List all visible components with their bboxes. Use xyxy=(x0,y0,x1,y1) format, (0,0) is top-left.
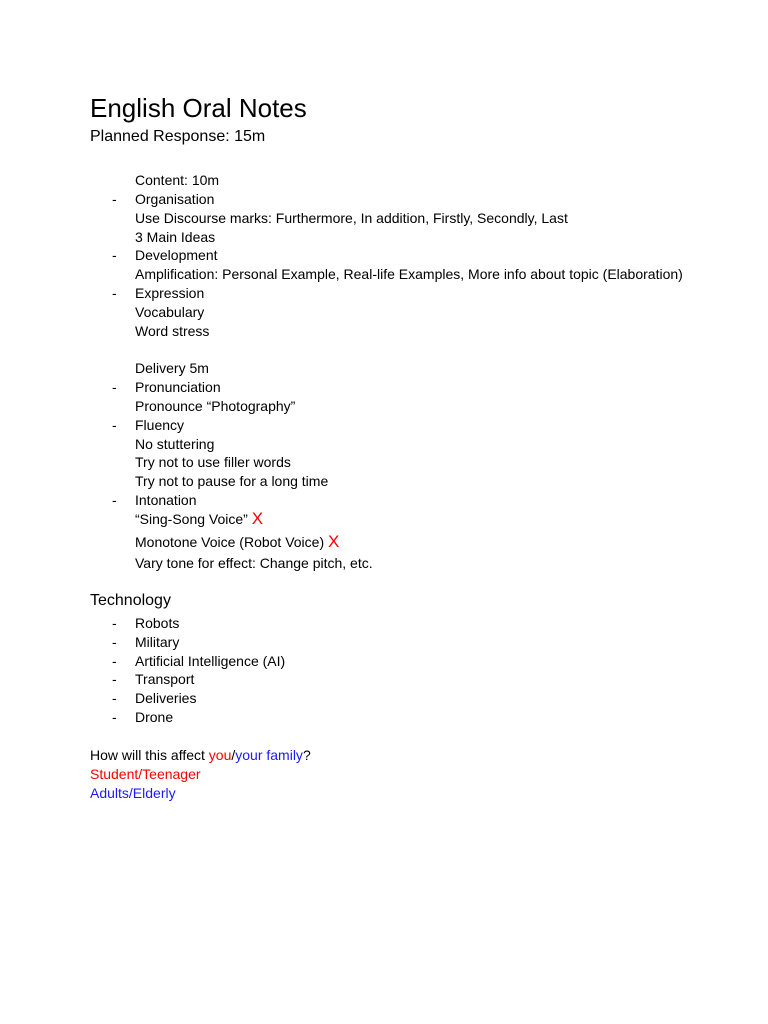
amplification-note: Amplification: Personal Example, Real-life Examples, More info about topic (Elaboration) xyxy=(135,266,683,282)
cross-mark-icon: X xyxy=(251,509,264,528)
word-stress-note: Word stress xyxy=(135,323,210,339)
bullet-dash: - xyxy=(112,417,117,433)
page-title: English Oral Notes xyxy=(90,93,307,123)
sing-song-note xyxy=(135,510,263,528)
content-heading: Content: 10m xyxy=(135,172,220,188)
question-family: your family xyxy=(235,747,303,763)
pause-note: Try not to pause for a long time xyxy=(135,473,329,489)
sing-song-text: “Sing-Song Voice” xyxy=(135,511,252,527)
technology-item: Artificial Intelligence (AI) xyxy=(135,653,286,669)
page-subtitle: Planned Response: 15m xyxy=(90,128,266,145)
bullet-dash: - xyxy=(112,690,117,706)
discourse-marks-note: Use Discourse marks: Furthermore, In addition, Firstly, Secondly, Last xyxy=(135,210,568,226)
vocabulary-note: Vocabulary xyxy=(135,304,205,320)
technology-item: Drone xyxy=(135,709,174,725)
question-slash: / xyxy=(231,747,236,763)
bullet-dash: - xyxy=(112,709,117,725)
bullet-dash: - xyxy=(112,247,117,263)
filler-words-note: Try not to use filler words xyxy=(135,454,291,470)
no-stuttering-note: No stuttering xyxy=(135,436,215,452)
bullet-dash: - xyxy=(112,285,117,301)
intonation-item: Intonation xyxy=(135,492,197,508)
question-prefix: How will this affect xyxy=(90,747,209,763)
technology-item: Deliveries xyxy=(135,690,197,706)
bullet-dash: - xyxy=(112,379,117,395)
affect-question xyxy=(90,746,311,764)
technology-item: Robots xyxy=(135,615,180,631)
bullet-dash: - xyxy=(112,191,117,207)
bullet-dash: - xyxy=(112,653,117,669)
expression-item: Expression xyxy=(135,285,205,301)
monotone-note xyxy=(135,533,339,551)
bullet-dash: - xyxy=(112,634,117,650)
question-you: you xyxy=(208,747,232,763)
technology-item: Transport xyxy=(135,671,195,687)
cross-mark-icon: X xyxy=(328,532,340,551)
technology-heading: Technology xyxy=(90,592,171,609)
organisation-item: Organisation xyxy=(135,191,215,207)
main-ideas-note: 3 Main Ideas xyxy=(135,229,216,245)
student-teenager-label: Student/Teenager xyxy=(90,766,201,782)
vary-tone-note: Vary tone for effect: Change pitch, etc. xyxy=(135,555,373,571)
pronounce-note: Pronounce “Photography” xyxy=(135,398,296,414)
adults-elderly-label: Adults/Elderly xyxy=(90,785,176,801)
bullet-dash: - xyxy=(112,615,117,631)
delivery-heading: Delivery 5m xyxy=(135,360,209,376)
development-item: Development xyxy=(135,247,218,263)
monotone-text: Monotone Voice (Robot Voice) xyxy=(135,534,329,550)
bullet-dash: - xyxy=(112,671,117,687)
technology-item: Military xyxy=(135,634,180,650)
question-mark: ? xyxy=(302,747,311,763)
pronunciation-item: Pronunciation xyxy=(135,379,221,395)
fluency-item: Fluency xyxy=(135,417,185,433)
bullet-dash: - xyxy=(112,492,117,508)
